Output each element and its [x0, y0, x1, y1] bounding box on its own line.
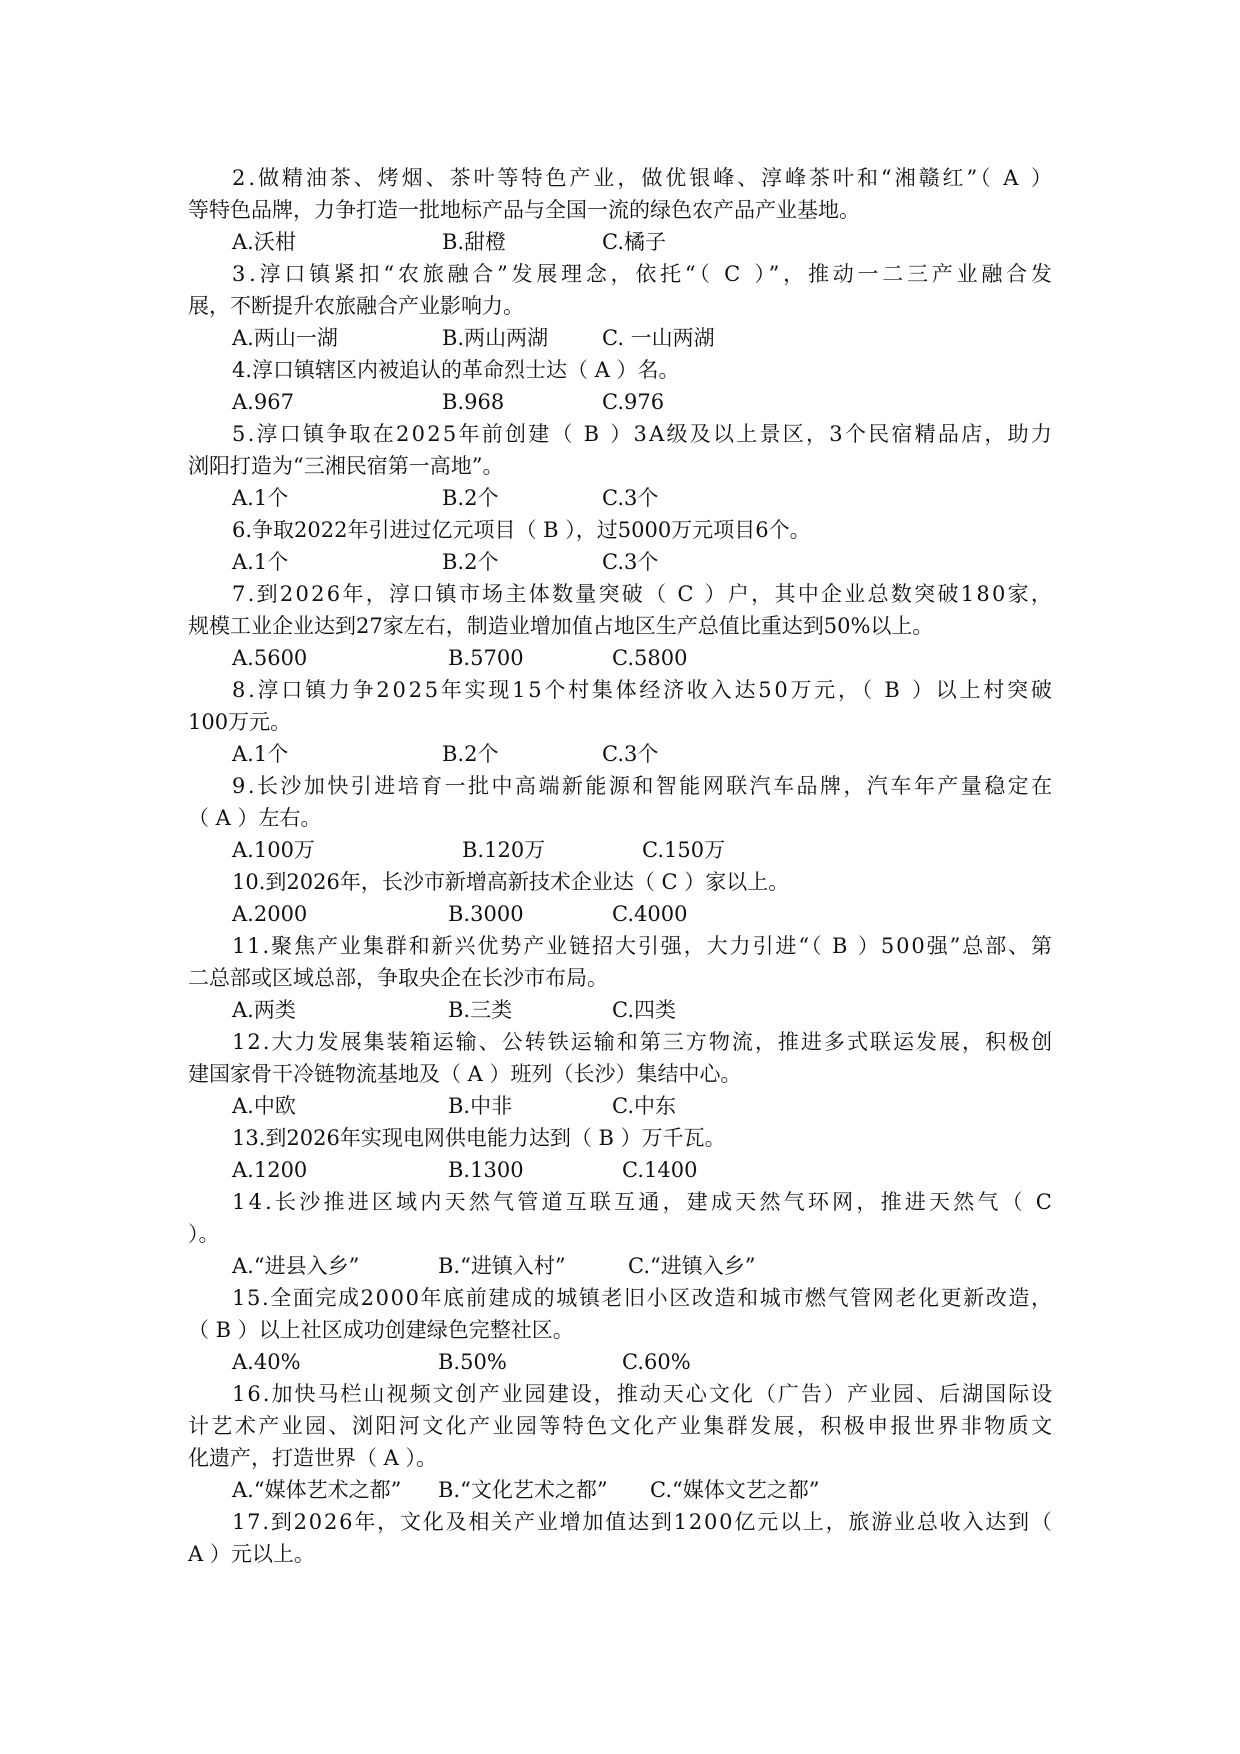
text-line: B.甜橙 — [442, 230, 507, 254]
text-line: 12.大力发展集装箱运输、公转铁运输和第三方物流，推进多式联运发展，积极创 — [232, 1030, 1055, 1054]
text-line: 10.到2026年，长沙市新增高新技术企业达（ C ）家以上。 — [232, 870, 790, 894]
text-line: 5.淳口镇争取在2025年前创建（ B ）3A级及以上景区，3个民宿精品店，助力 — [232, 422, 1055, 446]
text-line: A.5600 — [232, 646, 308, 670]
text-line: B.2个 — [442, 550, 499, 574]
text-line: A.沃柑 — [232, 230, 296, 254]
text-line: 15.全面完成2000年底前建成的城镇老旧小区改造和城市燃气管网老化更新改造， — [232, 1286, 1054, 1310]
text-line: （ A ）左右。 — [188, 806, 322, 830]
text-line: 计艺术产业园、浏阳河文化产业园等特色文化产业集群发展，积极申报世界非物质文 — [188, 1414, 1055, 1438]
text-line: A.“媒体艺术之都” — [232, 1478, 402, 1502]
text-line: C.60% — [622, 1350, 691, 1374]
text-line: C.“进镇入乡” — [628, 1254, 756, 1278]
text-line: B.中非 — [448, 1094, 513, 1118]
text-line: B.968 — [442, 390, 505, 414]
text-line: 3.淳口镇紧扣“农旅融合”发展理念，依托“（ C ）”，推动一二三产业融合发 — [232, 262, 1056, 286]
text-line: C.3个 — [602, 550, 659, 574]
text-line: A ）元以上。 — [188, 1542, 315, 1566]
text-line: 浏阳打造为“三湘民宿第一高地”。 — [188, 454, 504, 478]
text-line: C.3个 — [602, 742, 659, 766]
text-line: A.1个 — [232, 742, 289, 766]
text-line: 二总部或区域总部，争取央企在长沙市布局。 — [188, 966, 608, 990]
text-line: B.120万 — [462, 838, 546, 862]
text-line: C.1400 — [622, 1158, 698, 1182]
text-line: 6.争取2022年引进过亿元项目（ B ），过5000万元项目6个。 — [232, 518, 811, 542]
text-line: 展，不断提升农旅融合产业影响力。 — [188, 294, 524, 318]
text-line: C. 一山两湖 — [602, 326, 715, 350]
text-line: 16.加快马栏山视频文创产业园建设，推动天心文化（广告）产业园、后湖国际设 — [232, 1382, 1055, 1406]
text-line: A.中欧 — [232, 1094, 296, 1118]
text-line: C.4000 — [612, 902, 688, 926]
text-line: B.2个 — [442, 742, 499, 766]
text-line: A.“进县入乡” — [232, 1254, 360, 1278]
text-line: 8.淳口镇力争2025年实现15个村集体经济收入达50万元，（ B ）以上村突破 — [232, 678, 1055, 702]
text-line: A.两山一湖 — [232, 326, 338, 350]
text-line: 14.长沙推进区域内天然气管道互联互通，建成天然气环网，推进天然气（ C — [232, 1190, 1056, 1214]
text-line: A.967 — [232, 390, 294, 414]
text-line: C.“媒体文艺之都” — [650, 1478, 820, 1502]
text-line: B.2个 — [442, 486, 499, 510]
text-line: A.100万 — [232, 838, 315, 862]
text-line: 4.淳口镇辖区内被追认的革命烈士达（ A ）名。 — [232, 358, 680, 382]
text-line: （ B ）以上社区成功创建绿色完整社区。 — [188, 1318, 574, 1342]
text-line: A.2000 — [232, 902, 308, 926]
text-line: C.150万 — [642, 838, 726, 862]
text-line: B.“文化艺术之都” — [438, 1478, 608, 1502]
text-line: C.5800 — [612, 646, 688, 670]
text-line: ）。 — [188, 1222, 220, 1246]
text-line: B.两山两湖 — [442, 326, 549, 350]
text-line: B.50% — [438, 1350, 507, 1374]
text-line: A.1个 — [232, 486, 289, 510]
text-line: A.1200 — [232, 1158, 308, 1182]
text-line: A.两类 — [232, 998, 296, 1022]
text-line: B.5700 — [448, 646, 524, 670]
text-line: B.1300 — [448, 1158, 524, 1182]
text-line: C.橘子 — [602, 230, 666, 254]
text-line: 9.长沙加快引进培育一批中高端新能源和智能网联汽车品牌，汽车年产量稳定在 — [232, 774, 1055, 798]
text-line: B.“进镇入村” — [438, 1254, 566, 1278]
text-line: C.976 — [602, 390, 665, 414]
text-line: B.三类 — [448, 998, 513, 1022]
text-line: A.1个 — [232, 550, 289, 574]
text-line: 化遗产，打造世界（ A ）。 — [188, 1446, 438, 1470]
text-line: 13.到2026年实现电网供电能力达到（ B ）万千瓦。 — [232, 1126, 726, 1150]
text-line: 2.做精油茶、烤烟、茶叶等特色产业，做优银峰、淳峰茶叶和“湘赣红”（ A ） — [232, 166, 1056, 190]
text-line: B.3000 — [448, 902, 524, 926]
text-line: C.中东 — [612, 1094, 676, 1118]
text-line: 7.到2026年，淳口镇市场主体数量突破（ C ）户，其中企业总数突破180家， — [232, 582, 1055, 606]
text-line: A.40% — [232, 1350, 301, 1374]
text-line: 11.聚焦产业集群和新兴优势产业链招大引强，大力引进“（ B ）500强”总部、第 — [232, 934, 1054, 958]
text-line: 建国家骨干冷链物流基地及（ A ）班列（长沙）集结中心。 — [188, 1062, 742, 1086]
text-line: 等特色品牌，力争打造一批地标产品与全国一流的绿色农产品产业基地。 — [188, 198, 860, 222]
text-line: 17.到2026年，文化及相关产业增加值达到1200亿元以上，旅游业总收入达到（ — [232, 1510, 1054, 1534]
text-line: C.四类 — [612, 998, 676, 1022]
text-line: C.3个 — [602, 486, 659, 510]
text-line: 规模工业企业达到27家左右，制造业增加值占地区生产总值比重达到50%以上。 — [188, 614, 934, 638]
text-line: 100万元。 — [188, 710, 292, 734]
